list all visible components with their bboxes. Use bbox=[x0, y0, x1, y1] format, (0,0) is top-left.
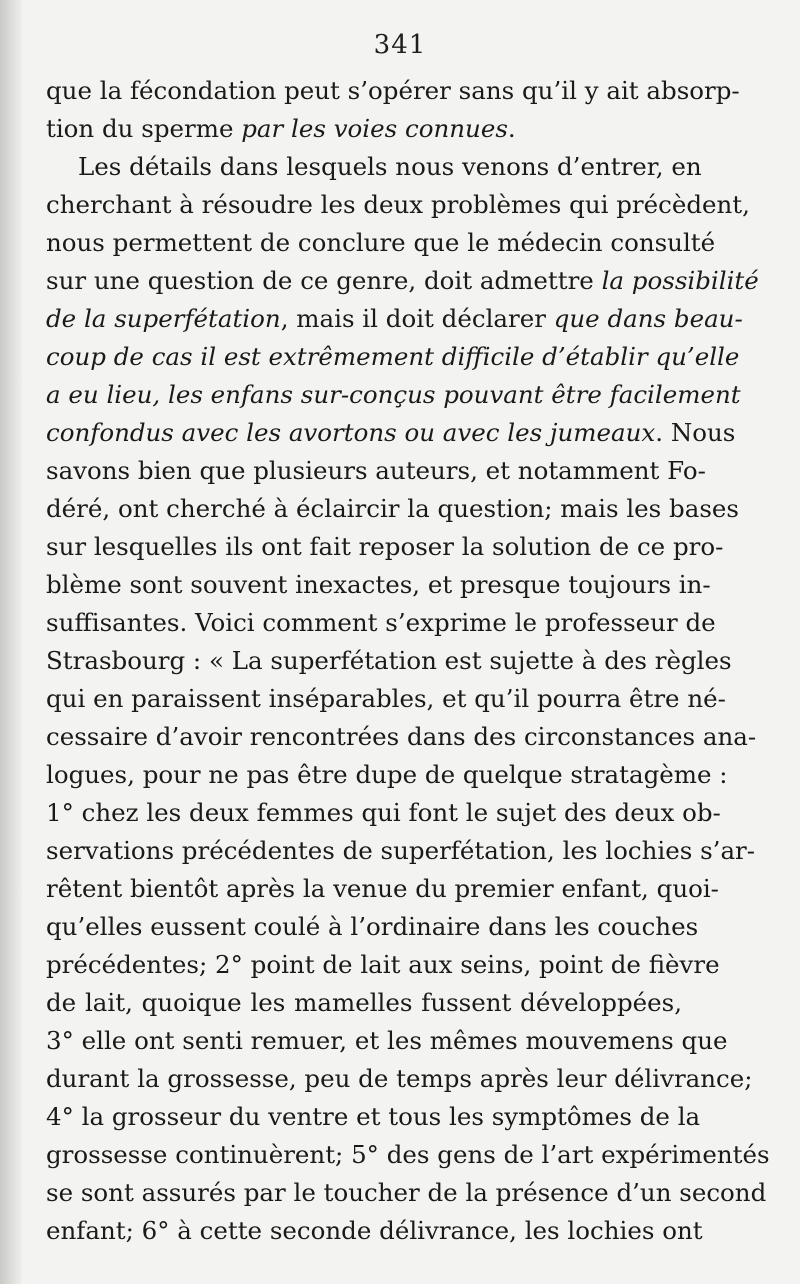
text-line: enfant; 6° à cette seconde délivrance, les lochies ont bbox=[46, 1216, 703, 1245]
text-line: cessaire d’avoir rencontrées dans des circonstances ana- bbox=[46, 722, 757, 751]
text-line: de la superfétation, mais il doit déclarer que dans beau- bbox=[46, 304, 743, 333]
text-line: déré, ont cherché à éclaircir la question; mais les bases bbox=[46, 494, 739, 523]
text-line: grossesse continuèrent; 5° des gens de l’art expérimentés bbox=[46, 1140, 770, 1169]
text-line: Strasbourg : « La superfétation est sujette à des règles bbox=[46, 646, 732, 675]
text-line: que la fécondation peut s’opérer sans qu’il y ait absorp- bbox=[46, 76, 740, 105]
text-line: qui en paraissent inséparables, et qu’il pourra être né- bbox=[46, 684, 726, 713]
text-line: précédentes; 2° point de lait aux seins, point de fièvre bbox=[46, 950, 720, 979]
text-line: Les détails dans lesquels nous venons d’entrer, en bbox=[78, 152, 702, 181]
text-line: se sont assurés par le toucher de la présence d’un second bbox=[46, 1178, 767, 1207]
text-line: cherchant à résoudre les deux problèmes qui précèdent, bbox=[46, 190, 750, 219]
page-number: 341 bbox=[373, 30, 427, 60]
text-line: savons bien que plusieurs auteurs, et notamment Fo- bbox=[46, 456, 706, 485]
text-line: rêtent bientôt après la venue du premier enfant, quoi- bbox=[46, 874, 719, 903]
text-line: blème sont souvent inexactes, et presque toujours in- bbox=[46, 570, 711, 599]
text-line: 1° chez les deux femmes qui font le sujet des deux ob- bbox=[46, 798, 721, 827]
text-line: nous permettent de conclure que le médecin consulté bbox=[46, 228, 716, 257]
text-line: tion du sperme par les voies connues. bbox=[46, 114, 516, 143]
text-line: de lait, quoique les mamelles fussent développées, bbox=[46, 988, 682, 1017]
text-line: servations précédentes de superfétation, les lochies s’ar- bbox=[46, 836, 756, 865]
text-line: a eu lieu, les enfans sur-conçus pouvant être facilement bbox=[46, 380, 741, 409]
text-line: confondus avec les avortons ou avec les jumeaux. Nous bbox=[46, 418, 736, 447]
text-line: sur lesquelles ils ont fait reposer la solution de ce pro- bbox=[46, 532, 724, 561]
text-line: logues, pour ne pas être dupe de quelque stratagème : bbox=[46, 760, 728, 789]
text-line: qu’elles eussent coulé à l’ordinaire dans les couches bbox=[46, 912, 699, 941]
text-line: coup de cas il est extrêmement difficile d’établir qu’elle bbox=[46, 342, 740, 371]
page-gutter-shadow bbox=[0, 0, 22, 1284]
body-text bbox=[46, 72, 770, 1250]
text-line: suffisantes. Voici comment s’exprime le professeur de bbox=[46, 608, 716, 637]
text-line: durant la grossesse, peu de temps après leur délivrance; bbox=[46, 1064, 753, 1093]
text-line: 3° elle ont senti remuer, et les mêmes mouvemens que bbox=[46, 1026, 728, 1055]
text-line: 4° la grosseur du ventre et tous les symptômes de la bbox=[46, 1102, 701, 1131]
text-line: sur une question de ce genre, doit admettre la possibilité bbox=[46, 266, 759, 295]
